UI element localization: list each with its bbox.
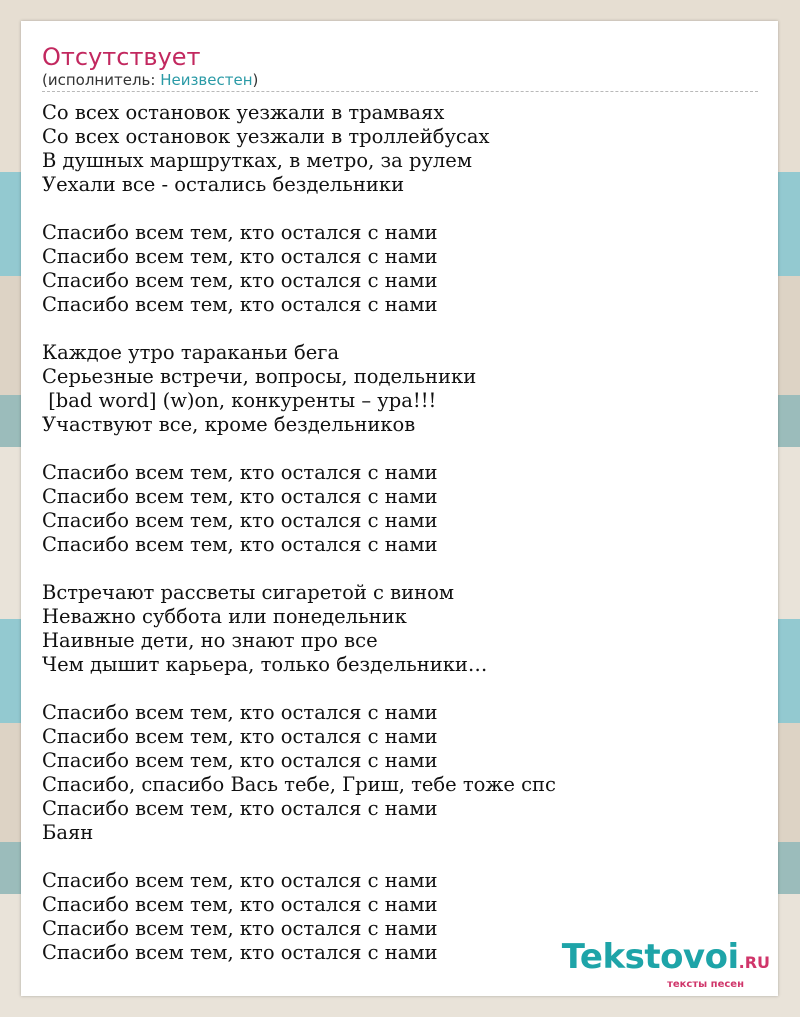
lyric-line: Каждое утро тараканьи бега: [42, 341, 340, 364]
lyric-line: Участвуют все, кроме бездельников: [42, 413, 416, 436]
song-title: Отсутствует: [42, 43, 201, 71]
lyric-line: Спасибо всем тем, кто остался с нами: [42, 701, 438, 724]
logo-tagline: тексты песен: [667, 979, 744, 990]
lyric-line: Наивные дети, но знают про все: [42, 629, 378, 652]
artist-prefix: (исполнитель:: [42, 71, 161, 89]
lyric-line: [42, 437, 758, 461]
lyric-line: [42, 845, 758, 869]
artist-line: [42, 71, 758, 89]
lyric-line: Со всех остановок уезжали в трамваях: [42, 101, 445, 124]
lyric-line: Неважно суббота или понедельник: [42, 605, 407, 628]
lyric-line: Спасибо всем тем, кто остался с нами: [42, 245, 438, 268]
lyric-line: Чем дышит карьера, только бездельники…: [42, 653, 488, 676]
lyric-line: Спасибо всем тем, кто остался с нами: [42, 725, 438, 748]
logo-wordmark: [561, 937, 770, 980]
logo-domain: .RU: [738, 953, 770, 972]
lyrics-text: [42, 101, 758, 965]
lyric-line: Спасибо всем тем, кто остался с нами: [42, 509, 438, 532]
lyric-line: Спасибо всем тем, кто остался с нами: [42, 797, 438, 820]
lyric-line: В душных маршрутках, в метро, за рулем: [42, 149, 473, 172]
lyric-line: Спасибо всем тем, кто остался с нами: [42, 461, 438, 484]
lyric-line: [42, 197, 758, 221]
lyric-line: Спасибо, спасибо Вась тебе, Гриш, тебе тоже спс: [42, 773, 556, 796]
lyric-line: [42, 557, 758, 581]
lyric-line: [bad word] (w)on, конкуренты – ура!!!: [42, 389, 437, 412]
artist-link[interactable]: Неизвестен: [160, 71, 253, 89]
lyric-line: Серьезные встречи, вопросы, подельники: [42, 365, 477, 388]
lyric-line: Спасибо всем тем, кто остался с нами: [42, 485, 438, 508]
lyric-line: Спасибо всем тем, кто остался с нами: [42, 533, 438, 556]
lyrics-card: [21, 21, 778, 996]
lyric-line: Спасибо всем тем, кто остался с нами: [42, 221, 438, 244]
artist-suffix: ): [252, 71, 259, 89]
lyric-line: Встречают рассветы сигаретой с вином: [42, 581, 455, 604]
lyric-line: Со всех остановок уезжали в троллейбусах: [42, 125, 490, 148]
lyric-line: Спасибо всем тем, кто остался с нами: [42, 269, 438, 292]
lyric-line: Спасибо всем тем, кто остался с нами: [42, 293, 438, 316]
lyric-line: Спасибо всем тем, кто остался с нами: [42, 941, 438, 964]
lyric-line: [42, 317, 758, 341]
lyric-line: Уехали все - остались бездельники: [42, 173, 405, 196]
lyric-line: Баян: [42, 821, 94, 844]
logo-name: Tekstovoi: [561, 937, 739, 977]
lyric-line: Спасибо всем тем, кто остался с нами: [42, 893, 438, 916]
site-logo[interactable]: [561, 937, 770, 990]
song-header: [42, 43, 758, 92]
lyric-line: Спасибо всем тем, кто остался с нами: [42, 749, 438, 772]
lyric-line: [42, 677, 758, 701]
lyric-line: Спасибо всем тем, кто остался с нами: [42, 917, 438, 940]
lyric-line: Спасибо всем тем, кто остался с нами: [42, 869, 438, 892]
